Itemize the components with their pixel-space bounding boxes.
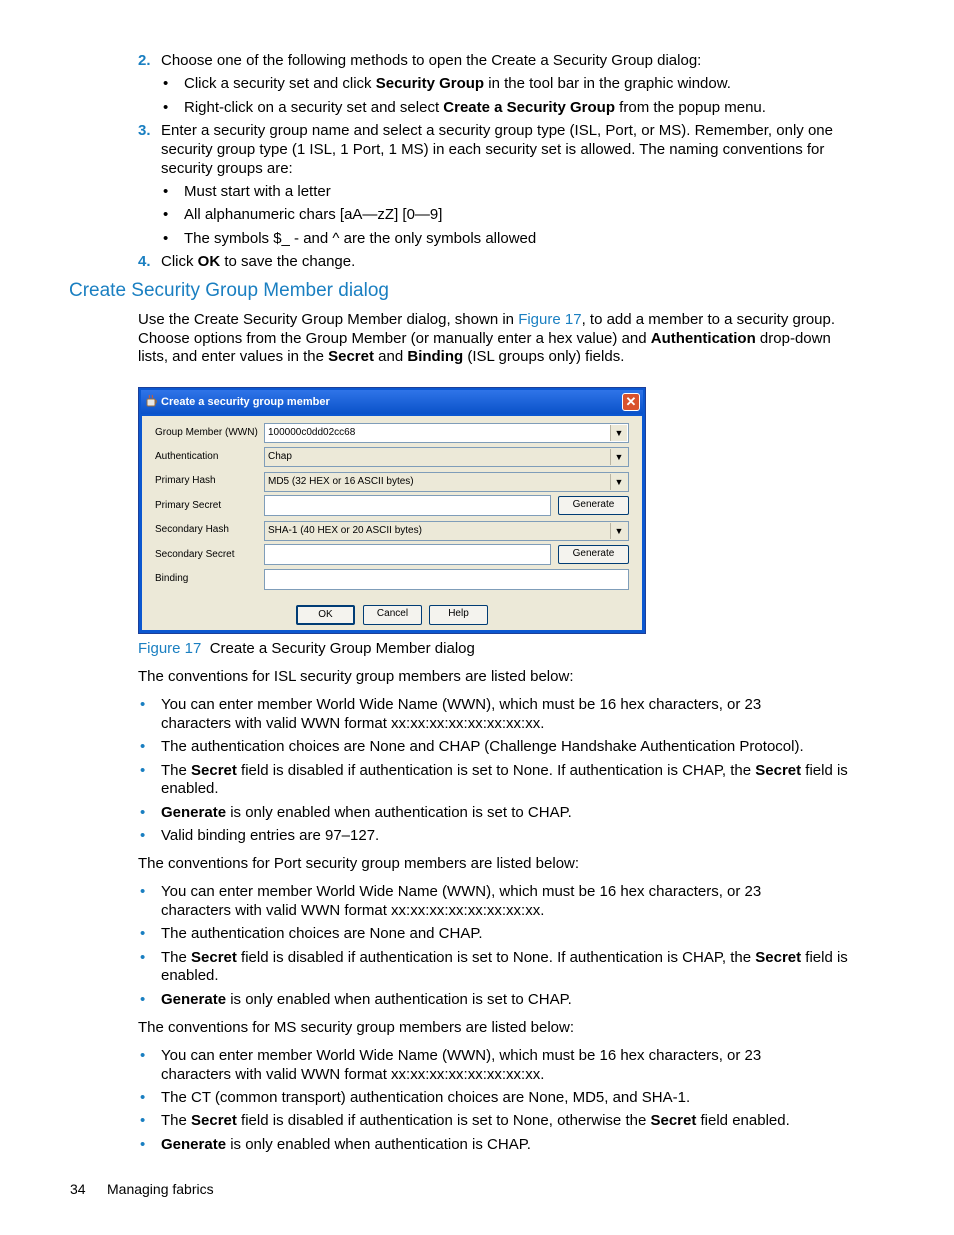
bullet: • xyxy=(140,804,146,821)
port-intro: The conventions for Port security group members are listed below: xyxy=(138,855,580,872)
primary-hash-label: Primary Hash xyxy=(155,475,216,486)
group-member-label: Group Member (WWN) xyxy=(155,427,258,438)
step-number: 2. xyxy=(138,52,151,69)
group-member-combo[interactable] xyxy=(264,423,629,443)
list-item: enabled. xyxy=(161,967,219,984)
step-text: security groups are: xyxy=(161,160,293,177)
primary-hash-select[interactable] xyxy=(264,472,629,492)
step-bullet-text: Must start with a letter xyxy=(184,183,331,200)
paragraph-line: lists, and enter values in the Secret and Binding (ISL groups only) fields. xyxy=(138,348,625,365)
list-item: You can enter member World Wide Name (WWN), which must be 16 hex characters, or 23 xyxy=(161,883,762,900)
bullet: • xyxy=(140,949,146,966)
list-item: The Secret field is disabled if authentication is set to None, otherwise the Secret field enabled. xyxy=(161,1112,790,1129)
bullet: • xyxy=(140,883,146,900)
section-heading: Create Security Group Member dialog xyxy=(69,280,389,301)
bullet: • xyxy=(140,991,146,1008)
authentication-select[interactable] xyxy=(264,447,629,467)
step-bullet-text: The symbols $_ - and ^ are the only symbols allowed xyxy=(184,230,537,247)
step-text: Choose one of the following methods to open the Create a Security Group dialog: xyxy=(161,52,702,69)
primary-generate-button[interactable]: Generate xyxy=(558,496,629,515)
bullet: • xyxy=(163,183,169,200)
step-bullet-text: All alphanumeric chars [aA—zZ] [0—9] xyxy=(184,206,443,223)
list-item: characters with valid WWN format xx:xx:xx:xx:xx:xx:xx:xx. xyxy=(161,1066,545,1083)
chevron-down-icon[interactable]: ▼ xyxy=(610,449,627,465)
list-item: characters with valid WWN format xx:xx:xx:xx:xx:xx:xx:xx. xyxy=(161,715,545,732)
bullet: • xyxy=(140,1047,146,1064)
secondary-hash-label: Secondary Hash xyxy=(155,524,229,535)
list-item: Valid binding entries are 97–127. xyxy=(161,827,380,844)
figure-label: Figure 17 xyxy=(138,640,202,657)
close-icon: ✕ xyxy=(625,394,637,409)
list-item: You can enter member World Wide Name (WWN), which must be 16 hex characters, or 23 xyxy=(161,1047,762,1064)
bullet: • xyxy=(140,696,146,713)
binding-label: Binding xyxy=(155,573,189,584)
chevron-down-icon[interactable]: ▼ xyxy=(610,474,627,490)
chevron-down-icon[interactable]: ▼ xyxy=(610,425,627,441)
footer-title: Managing fabrics xyxy=(107,1181,214,1197)
list-item: The authentication choices are None and CHAP. xyxy=(161,925,483,942)
secondary-secret-input[interactable] xyxy=(264,544,551,565)
figure-link[interactable]: Figure 17 xyxy=(518,311,582,328)
list-item: The authentication choices are None and CHAP (Challenge Handshake Authentication Protocol). xyxy=(161,738,804,755)
step-text: Enter a security group name and select a security group type (ISL, Port, or MS). Remember, only one xyxy=(161,122,833,139)
list-item: You can enter member World Wide Name (WWN), which must be 16 hex characters, or 23 xyxy=(161,696,762,713)
dialog-title: Create a security group member xyxy=(161,396,330,408)
bullet: • xyxy=(163,75,169,92)
bullet: • xyxy=(140,738,146,755)
close-button[interactable] xyxy=(622,393,640,411)
bullet: • xyxy=(163,230,169,247)
step-bullet-text: Right-click on a security set and select Create a Security Group from the popup menu. xyxy=(184,99,766,116)
list-item: The CT (common transport) authentication choices are None, MD5, and SHA-1. xyxy=(161,1089,691,1106)
java-cup-icon xyxy=(145,394,159,408)
paragraph-line: Choose options from the Group Member (or manually enter a hex value) and Authentication drop-down xyxy=(138,330,831,347)
dialog-title-bar[interactable] xyxy=(141,390,643,414)
secondary-generate-button[interactable]: Generate xyxy=(558,545,629,564)
step-bullet-text: Click a security set and click Security Group in the tool bar in the graphic window. xyxy=(184,75,731,92)
page-number: 34 xyxy=(70,1181,86,1197)
figure-caption: Figure 17 Create a Security Group Member dialog xyxy=(138,640,475,657)
step-text: security group type (1 ISL, 1 Port, 1 MS) in each security set is allowed. The naming conventions for xyxy=(161,141,825,158)
list-item: Generate is only enabled when authentication is set to CHAP. xyxy=(161,804,572,821)
bullet: • xyxy=(140,1136,146,1153)
dialog-body xyxy=(142,416,642,630)
list-item: The Secret field is disabled if authentication is set to None. If authentication is CHAP, the Secret field is xyxy=(161,949,848,966)
bullet: • xyxy=(140,1112,146,1129)
isl-intro: The conventions for ISL security group members are listed below: xyxy=(138,668,574,685)
primary-hash-value: MD5 (32 HEX or 16 ASCII bytes) xyxy=(268,476,414,487)
list-item: Generate is only enabled when authentication is set to CHAP. xyxy=(161,991,572,1008)
authentication-value: Chap xyxy=(268,451,292,462)
bullet: • xyxy=(140,827,146,844)
bullet: • xyxy=(140,1089,146,1106)
authentication-label: Authentication xyxy=(155,451,219,462)
list-item: The Secret field is disabled if authentication is set to None. If authentication is CHAP, the Secret field is xyxy=(161,762,848,779)
group-member-value: 100000c0dd02cc68 xyxy=(268,427,356,438)
list-item: Generate is only enabled when authentication is CHAP. xyxy=(161,1136,531,1153)
secondary-secret-label: Secondary Secret xyxy=(155,549,235,560)
bullet: • xyxy=(163,99,169,116)
secondary-hash-select[interactable] xyxy=(264,521,629,541)
ms-intro: The conventions for MS security group members are listed below: xyxy=(138,1019,575,1036)
step-number: 3. xyxy=(138,122,151,139)
bullet: • xyxy=(163,206,169,223)
cancel-button[interactable]: Cancel xyxy=(363,605,422,625)
step-number: 4. xyxy=(138,253,151,270)
bullet: • xyxy=(140,762,146,779)
primary-secret-label: Primary Secret xyxy=(155,500,222,511)
chevron-down-icon[interactable]: ▼ xyxy=(610,523,627,539)
list-item: characters with valid WWN format xx:xx:xx:xx:xx:xx:xx:xx. xyxy=(161,902,545,919)
help-button[interactable]: Help xyxy=(429,605,488,625)
secondary-hash-value: SHA-1 (40 HEX or 20 ASCII bytes) xyxy=(268,525,422,536)
step-text: Click OK to save the change. xyxy=(161,253,356,270)
bullet: • xyxy=(140,925,146,942)
ok-button[interactable]: OK xyxy=(296,605,355,625)
create-security-group-member-dialog xyxy=(138,387,646,634)
list-item: enabled. xyxy=(161,780,219,797)
primary-secret-input[interactable] xyxy=(264,495,551,516)
binding-input[interactable] xyxy=(264,569,629,590)
paragraph-line: Use the Create Security Group Member dialog, shown in Figure 17, to add a member to a security group. xyxy=(138,311,836,328)
